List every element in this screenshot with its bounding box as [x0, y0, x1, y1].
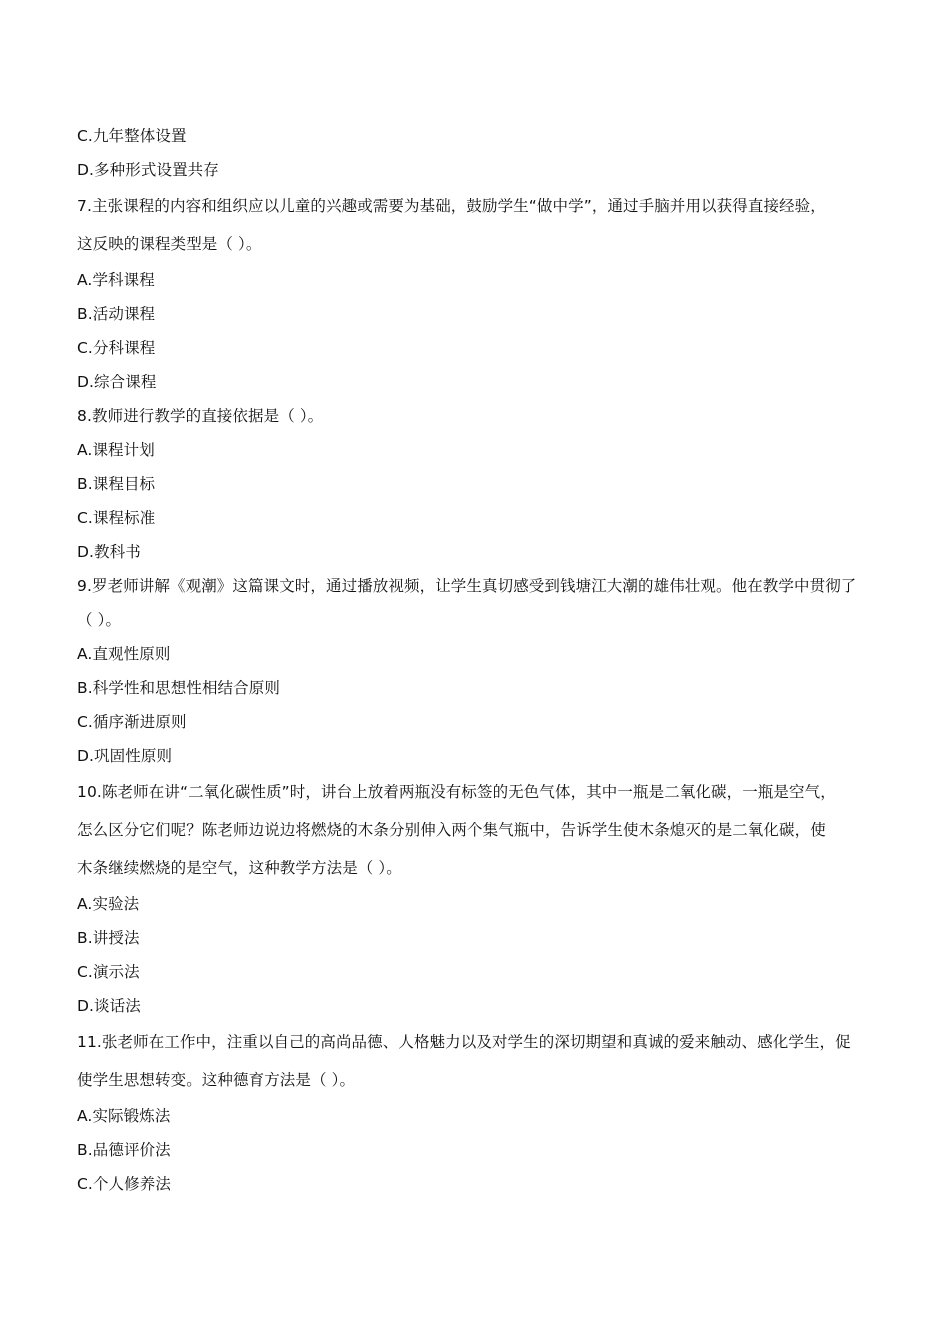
option-c-q9: C.循序渐进原则: [77, 713, 187, 731]
question-8: 8.教师进行教学的直接依据是（ ）。: [77, 407, 324, 425]
question-7-line-1: 7.主张课程的内容和组织应以儿童的兴趣或需要为基础，鼓励学生“做中学”，通过手脑并用以获得直接经验，: [77, 197, 826, 215]
option-a-q8: A.课程计划: [77, 441, 155, 459]
option-d-q9: D.巩固性原则: [77, 747, 173, 765]
question-11-line-1: 11.张老师在工作中，注重以自己的高尚品德、人格魅力以及对学生的深切期望和真诚的爱来触动、感化学生，促: [77, 1033, 851, 1051]
option-c-q10: C.演示法: [77, 963, 140, 981]
question-11-line-2: 使学生思想转变。这种德育方法是（ ）。: [77, 1071, 356, 1089]
question-9-line-2: （ ）。: [77, 611, 122, 629]
option-c-q11: C.个人修养法: [77, 1175, 171, 1193]
question-10-line-3: 木条继续燃烧的是空气，这种教学方法是（ ）。: [77, 859, 402, 877]
question-10-line-2: 怎么区分它们呢？陈老师边说边将燃烧的木条分别伸入两个集气瓶中，告诉学生使木条熄灭的是二氧化碳，使: [77, 821, 826, 839]
option-d-q8: D.教科书: [77, 543, 141, 561]
option-b-q9: B.科学性和思想性相结合原则: [77, 679, 280, 697]
question-7-line-2: 这反映的课程类型是（ ）。: [77, 235, 262, 253]
option-c-q7: C.分科课程: [77, 339, 156, 357]
option-d-q7: D.综合课程: [77, 373, 157, 391]
option-b-q11: B.品德评价法: [77, 1141, 171, 1159]
option-c-q6: C.九年整体设置: [77, 127, 187, 145]
option-b-q7: B.活动课程: [77, 305, 156, 323]
option-a-q7: A.学科课程: [77, 271, 155, 289]
option-a-q10: A.实验法: [77, 895, 140, 913]
option-a-q11: A.实际锻炼法: [77, 1107, 171, 1125]
question-10-line-1: 10.陈老师在讲“二氧化碳性质”时，讲台上放着两瓶没有标签的无色气体，其中一瓶是二氧化碳，一瓶是空气，: [77, 783, 836, 801]
document-body: [77, 119, 883, 1201]
option-d-q10: D.谈话法: [77, 997, 141, 1015]
option-b-q8: B.课程目标: [77, 475, 156, 493]
option-d-q6: D.多种形式设置共存: [77, 161, 219, 179]
option-b-q10: B.讲授法: [77, 929, 140, 947]
question-9-line-1: 9.罗老师讲解《观潮》这篇课文时，通过播放视频，让学生真切感受到钱塘江大潮的雄伟壮观。他在教学中贯彻了: [77, 577, 857, 595]
option-c-q8: C.课程标准: [77, 509, 156, 527]
option-a-q9: A.直观性原则: [77, 645, 171, 663]
